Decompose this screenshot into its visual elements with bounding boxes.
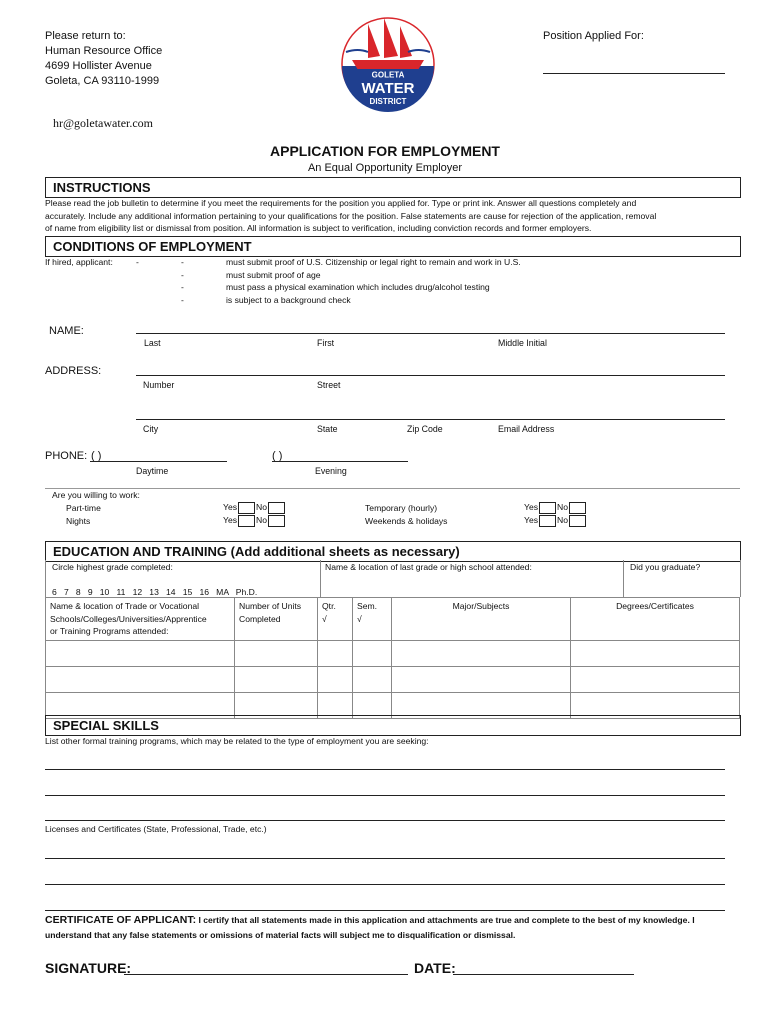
phone-label: PHONE: bbox=[45, 450, 88, 462]
weekends-no-checkbox[interactable] bbox=[569, 515, 586, 527]
return-address bbox=[45, 29, 162, 89]
name-field[interactable] bbox=[136, 333, 725, 334]
temporary-yes-checkbox[interactable] bbox=[539, 502, 556, 514]
skills-line-3[interactable] bbox=[45, 820, 725, 821]
col-qtr-header bbox=[318, 598, 353, 641]
certificate-line: understand that any false statements or omissions of material facts will subject me to disqualification or dismissal. bbox=[45, 930, 516, 940]
col-units-header bbox=[235, 598, 318, 641]
weekends-options bbox=[524, 514, 587, 527]
address-email-caption: Email Address bbox=[498, 424, 555, 434]
return-line: Please return to: bbox=[45, 30, 126, 42]
grade-options[interactable]: 6 7 8 9 10 11 12 13 14 15 16 MA Ph.D. bbox=[52, 587, 258, 597]
no-label: No bbox=[256, 515, 268, 525]
nights-no-checkbox[interactable] bbox=[268, 515, 285, 527]
col-units-line: Number of Units bbox=[239, 601, 302, 611]
check-mark: √ bbox=[322, 613, 327, 624]
address-city-field[interactable] bbox=[136, 419, 725, 420]
graduate-label: Did you graduate? bbox=[630, 562, 701, 572]
address-city-caption: City bbox=[143, 424, 159, 434]
phone-evening-field[interactable] bbox=[272, 461, 408, 462]
signature-label: SIGNATURE: bbox=[45, 960, 132, 976]
col-degrees-header bbox=[571, 598, 740, 641]
circle-grade-label: Circle highest grade completed: bbox=[52, 562, 173, 572]
education-heading: EDUCATION AND TRAINING (Add additional sheets as necessary) bbox=[53, 544, 460, 559]
return-line: 4699 Hollister Avenue bbox=[45, 60, 152, 72]
licenses-line-2[interactable] bbox=[45, 884, 725, 885]
form-subtitle: An Equal Opportunity Employer bbox=[307, 162, 463, 174]
address-number-caption: Number bbox=[143, 380, 175, 390]
licenses-line-1[interactable] bbox=[45, 858, 725, 859]
phone-daytime-caption: Daytime bbox=[136, 466, 169, 476]
availability-question: Are you willing to work: bbox=[52, 490, 140, 500]
table-cell[interactable] bbox=[318, 640, 353, 666]
table-header-row bbox=[46, 598, 740, 641]
instructions-line: Please read the job bulletin to determine if you meet the requirements for the position you applied for. Type or print ink. Answer all questions completely and bbox=[45, 198, 637, 208]
return-line: Human Resource Office bbox=[45, 45, 163, 57]
address-street-caption: Street bbox=[317, 380, 341, 390]
skills-line-1[interactable] bbox=[45, 769, 725, 770]
col-major-header bbox=[392, 598, 571, 641]
position-applied-label: Position Applied For: bbox=[543, 30, 644, 42]
skills-prompt: List other formal training programs, which may be related to the type of employment you are seeking: bbox=[45, 736, 429, 746]
phone-daytime-field[interactable] bbox=[90, 461, 227, 462]
col-trade-line: Name & location of Trade or Vocational bbox=[50, 601, 200, 611]
nights-label: Nights bbox=[66, 516, 91, 526]
col-trade-header bbox=[46, 598, 235, 641]
table-cell[interactable] bbox=[235, 640, 318, 666]
part-time-no-checkbox[interactable] bbox=[268, 502, 285, 514]
conditions-dash: - bbox=[181, 294, 184, 305]
logo-text-district: DISTRICT bbox=[369, 97, 407, 106]
part-time-yes-checkbox[interactable] bbox=[238, 502, 255, 514]
form-title: APPLICATION FOR EMPLOYMENT bbox=[270, 143, 500, 159]
date-label: DATE: bbox=[414, 960, 456, 976]
temporary-no-checkbox[interactable] bbox=[569, 502, 586, 514]
hr-email: hr@goletawater.com bbox=[53, 116, 154, 130]
instructions-heading: INSTRUCTIONS bbox=[53, 180, 151, 195]
skills-line-2[interactable] bbox=[45, 795, 725, 796]
conditions-list bbox=[226, 256, 521, 306]
certificate-line: I certify that all statements made in this application and attachments are true and complete to the best of my knowledge. I bbox=[198, 915, 695, 925]
conditions-dash: - bbox=[181, 257, 184, 267]
table-cell[interactable] bbox=[318, 666, 353, 692]
return-line: Goleta, CA 93110-1999 bbox=[45, 75, 160, 87]
condition-item: must submit proof of U.S. Citizenship or legal right to remain and work in U.S. bbox=[226, 257, 521, 267]
col-trade-line: Schools/Colleges/Universities/Apprentice bbox=[50, 613, 207, 624]
condition-item: must pass a physical examination which includes drug/alcohol testing bbox=[226, 282, 490, 293]
certificate-text bbox=[45, 913, 745, 943]
col-qtr-label: Qtr. bbox=[322, 601, 336, 611]
table-cell[interactable] bbox=[46, 640, 235, 666]
table-cell[interactable] bbox=[571, 640, 740, 666]
skills-heading: SPECIAL SKILLS bbox=[53, 718, 159, 733]
no-label: No bbox=[557, 515, 569, 525]
table-cell[interactable] bbox=[235, 666, 318, 692]
address-street-field[interactable] bbox=[136, 375, 725, 376]
instructions-text bbox=[45, 197, 745, 235]
certificate-label: CERTIFICATE OF APPLICANT: bbox=[45, 914, 197, 926]
conditions-dash: - bbox=[181, 282, 184, 293]
availability-top-rule bbox=[45, 488, 740, 489]
nights-options bbox=[223, 514, 286, 527]
yes-label: Yes bbox=[524, 502, 539, 512]
check-mark: √ bbox=[357, 613, 362, 624]
education-table bbox=[45, 597, 740, 719]
temporary-options bbox=[524, 501, 587, 514]
licenses-label: Licenses and Certificates (State, Professional, Trade, etc.) bbox=[45, 824, 267, 834]
education-divider bbox=[320, 560, 321, 597]
part-time-options bbox=[223, 501, 286, 514]
name-last-caption: Last bbox=[144, 338, 161, 348]
last-school-label: Name & location of last grade or high school attended: bbox=[325, 562, 532, 572]
if-hired-label: If hired, applicant: bbox=[45, 257, 113, 267]
position-applied-field[interactable] bbox=[543, 73, 725, 74]
conditions-dash: - bbox=[181, 269, 184, 280]
instructions-line: of name from eligibility list or dismissal from position. All information is subject to verification, including conviction records and former employers. bbox=[45, 223, 592, 234]
part-time-label: Part-time bbox=[66, 503, 101, 513]
instructions-header bbox=[45, 177, 741, 198]
conditions-header bbox=[45, 236, 741, 257]
logo-text-water: WATER bbox=[361, 80, 415, 97]
address-label: ADDRESS: bbox=[45, 365, 102, 377]
yes-label: Yes bbox=[524, 515, 539, 525]
temporary-label: Temporary (hourly) bbox=[365, 503, 438, 513]
condition-item: is subject to a background check bbox=[226, 294, 351, 305]
signature-field[interactable] bbox=[124, 974, 408, 975]
licenses-line-3[interactable] bbox=[45, 910, 725, 911]
date-field[interactable] bbox=[453, 974, 634, 975]
phone-evening-caption: Evening bbox=[315, 466, 347, 476]
table-cell[interactable] bbox=[392, 666, 571, 692]
col-sem-label: Sem. bbox=[357, 601, 378, 611]
address-zip-caption: Zip Code bbox=[407, 424, 443, 434]
table-cell[interactable] bbox=[392, 640, 571, 666]
weekends-yes-checkbox[interactable] bbox=[539, 515, 556, 527]
no-label: No bbox=[557, 502, 569, 512]
yes-label: Yes bbox=[223, 502, 238, 512]
conditions-heading: CONDITIONS OF EMPLOYMENT bbox=[53, 239, 252, 254]
conditions-dash: - bbox=[136, 257, 139, 267]
skills-header bbox=[45, 715, 741, 736]
nights-yes-checkbox[interactable] bbox=[238, 515, 255, 527]
table-cell[interactable] bbox=[353, 666, 392, 692]
table-cell[interactable] bbox=[571, 666, 740, 692]
education-divider bbox=[623, 560, 624, 597]
col-trade-line: or Training Programs attended: bbox=[50, 626, 169, 636]
logo-text-goleta: GOLETA bbox=[371, 70, 405, 80]
weekends-label: Weekends & holidays bbox=[365, 516, 448, 526]
goleta-water-logo bbox=[338, 10, 438, 116]
condition-item: must submit proof of age bbox=[226, 269, 321, 280]
col-sem-header bbox=[353, 598, 392, 641]
yes-label: Yes bbox=[223, 515, 238, 525]
instructions-line: accurately. Include any additional information pertaining to your qualifications for the position. False statements are cause for rejection of the application, removal bbox=[45, 210, 657, 221]
table-row[interactable] bbox=[46, 640, 740, 666]
table-cell[interactable] bbox=[46, 666, 235, 692]
education-header bbox=[45, 541, 741, 562]
col-units-line: Completed bbox=[239, 613, 281, 624]
name-label: NAME: bbox=[49, 325, 84, 337]
phone-day-area-code: ( ) bbox=[91, 450, 102, 462]
name-first-caption: First bbox=[317, 338, 335, 348]
table-cell[interactable] bbox=[353, 640, 392, 666]
address-state-caption: State bbox=[317, 424, 338, 434]
name-middle-caption: Middle Initial bbox=[498, 338, 547, 348]
col-degrees-label: Degrees/Certificates bbox=[616, 601, 694, 611]
table-row[interactable] bbox=[46, 666, 740, 692]
col-major-label: Major/Subjects bbox=[452, 601, 510, 611]
phone-eve-area-code: ( ) bbox=[272, 450, 283, 462]
no-label: No bbox=[256, 502, 268, 512]
conditions-dashes bbox=[181, 256, 184, 306]
